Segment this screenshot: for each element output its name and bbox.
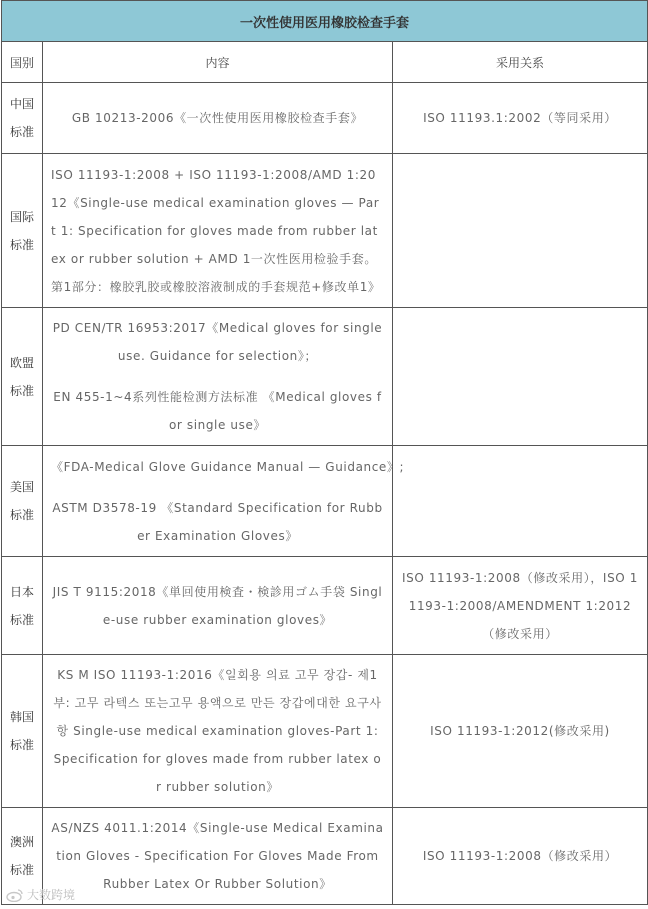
region-label: 中国 (9, 97, 34, 111)
region-cell (2, 308, 43, 446)
standard-text: PD CEN/TR 16953:2017《Medical gloves for single use. Guidance for selection》； (52, 321, 383, 363)
region-cell (2, 557, 43, 655)
content-cell (43, 446, 405, 557)
table-row (2, 655, 648, 808)
region-label: 标准 (9, 738, 34, 752)
standard-text: ASTM D3578-19 《Standard Specification for Rubber Examination Gloves》 (52, 500, 383, 543)
relation-cell (393, 154, 648, 308)
region-label: 美国 (9, 480, 34, 494)
watermark-text: 大数跨境 (27, 888, 76, 902)
table-row (2, 308, 648, 446)
header-relation: 采用关系 (393, 42, 648, 83)
region-label: 标准 (9, 612, 34, 627)
relation-cell: ISO 11193-1:2012(修改采用) (393, 655, 648, 808)
table-row (2, 154, 648, 308)
standard-text: 《FDA-Medical Glove Guidance Manual — Guidance》; (51, 459, 405, 474)
table-row (2, 557, 648, 655)
standard-text: ISO 11193-1:2008 + ISO 11193-1:2008/AMD 1:2012《Single-use medical examination gloves — Part 1: Specification for gloves made from rubber latex or rubber solution + AMD 1一次性医用检验手套。第1部分：橡胶乳胶或橡胶溶液制成的手套规范+修改单1》 (51, 167, 381, 294)
standard-text: AS/NZS 4011.1:2014《Single-use Medical Examination Gloves - Specification For Gloves Made From Rubber Latex Or Rubber Solution》 (51, 821, 384, 891)
content-cell (43, 83, 393, 154)
content-cell (43, 308, 393, 446)
region-label: 国际 (9, 209, 34, 224)
content-cell (43, 557, 393, 655)
region-label: 标准 (9, 237, 34, 252)
header-region: 国别 (2, 42, 43, 83)
relation-cell: ISO 11193-1:2008（修改采用），ISO 11193-1:2008/AMENDMENT 1:2012（修改采用） (393, 557, 648, 655)
content-cell (43, 655, 393, 808)
relation-cell: ISO 11193-1:2008（修改采用） (393, 808, 648, 905)
title-row (2, 1, 648, 42)
region-label: 标准 (9, 508, 34, 522)
header-row (2, 42, 648, 83)
region-cell (2, 83, 43, 154)
region-cell (2, 446, 43, 557)
region-cell (2, 154, 43, 308)
region-label: 日本 (9, 584, 34, 599)
content-cell (43, 808, 393, 905)
relation-cell (393, 446, 648, 557)
header-content: 内容 (43, 42, 393, 83)
standard-text: KS M ISO 11193-1:2016《일회용 의료 고무 장갑- 제1부: 고무 라텍스 또는고무 용액으로 만든 장갑에대한 요구사항 Single-use medical examination gloves-Part 1: Specification for gloves made from rubber latex or rubber solution》 (53, 668, 382, 794)
table-row (2, 446, 648, 557)
standard-text: GB 10213-2006《一次性使用医用橡胶检查手套》 (71, 111, 364, 125)
region-label: 澳洲 (9, 835, 34, 849)
region-label: 韩国 (9, 710, 34, 724)
table-title: 一次性使用医用橡胶检查手套 (2, 1, 648, 42)
weibo-icon (6, 888, 24, 902)
region-label: 标准 (9, 863, 34, 877)
region-cell (2, 655, 43, 808)
region-label: 标准 (9, 383, 34, 398)
content-cell (43, 154, 393, 308)
relation-cell (393, 308, 648, 446)
table-row (2, 808, 648, 905)
relation-cell: ISO 11193.1:2002（等同采用） (393, 83, 648, 154)
table-row (2, 83, 648, 154)
standard-text: EN 455-1~4系列性能检测方法标准 《Medical gloves for single use》 (53, 390, 382, 432)
region-label: 欧盟 (9, 355, 34, 370)
region-label: 标准 (9, 125, 34, 139)
standards-table (1, 0, 648, 905)
watermark (6, 886, 75, 903)
standard-text: JIS T 9115:2018《単回使用検査・検診用ゴム手袋 Single-use rubber examination gloves》 (52, 584, 383, 627)
